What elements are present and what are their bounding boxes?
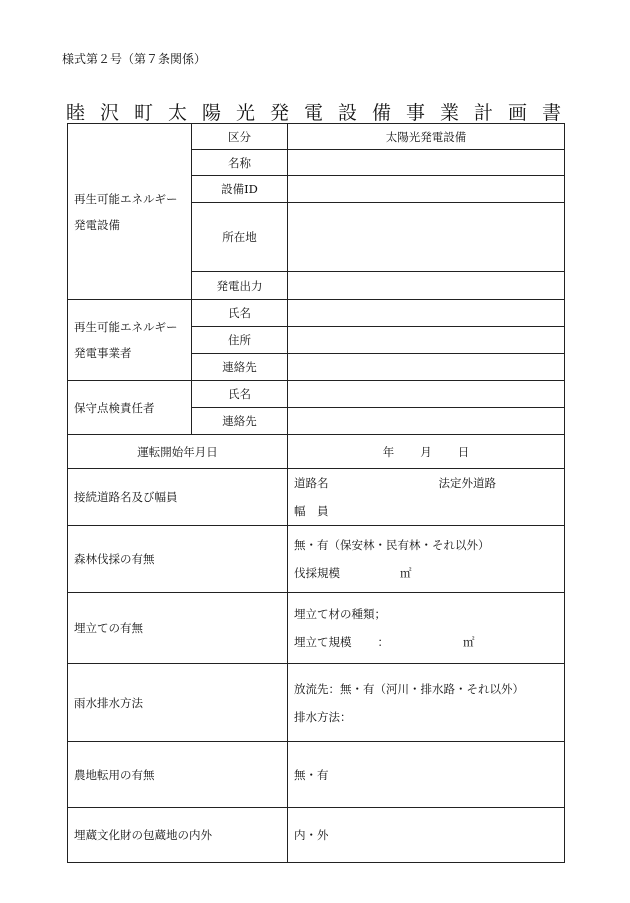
road-name-label: 道路名 [294,476,329,490]
drainage-method-label: 排水方法： [294,709,352,724]
start-date-row [68,435,565,469]
maintenance-row-name [68,381,565,408]
operator-contact-label: 連絡先 [192,354,288,381]
operator-group-line1: 再生可能エネルギー [74,320,178,334]
farmland-row [68,742,565,808]
equipment-row-category [68,124,565,150]
farmland-options[interactable]: 無・有 [288,742,565,808]
form-number-note: 様式第２号（第７条関係） [62,52,207,66]
road-width-label: 幅 員 [294,504,329,518]
cultural-property-row [68,808,565,863]
location-field[interactable] [288,203,565,272]
facility-name-label: 名称 [192,150,288,176]
start-date-field[interactable] [288,435,565,469]
forest-options: 無・有（保安林・民有林・それ以外） [294,538,490,552]
forest-scale-unit: ㎡ [400,566,412,580]
maintenance-name-label: 氏名 [192,381,288,408]
document-title: 睦沢町太陽光発電設備事業計画書 [65,102,576,124]
road-label: 接続道路名及び幅員 [68,469,288,526]
maintenance-contact-label: 連絡先 [192,408,288,435]
landfill-material-label: 埋立て材の種類； [294,607,386,621]
drainage-label: 雨水排水方法 [68,664,288,742]
landfill-scale-colon: ： [377,635,389,649]
start-day-unit: 日 [457,444,470,459]
start-month-unit: 月 [420,444,432,459]
road-row [68,469,565,526]
category-label: 区分 [192,124,288,150]
road-type-note: 法定外道路 [438,476,496,490]
operator-name-label: 氏名 [192,300,288,327]
equipment-group-line1: 再生可能エネルギー [74,191,178,206]
landfill-scale-unit: ㎡ [463,635,475,649]
facility-name-field[interactable] [288,150,565,176]
landfill-scale-label: 埋立て規模 [294,635,352,649]
operator-address-label: 住所 [192,327,288,354]
maintenance-name-field[interactable] [288,381,565,408]
operator-group-label [68,300,192,381]
facility-id-field[interactable] [288,176,565,203]
forest-field[interactable] [288,526,565,593]
landfill-field[interactable] [288,593,565,664]
forest-row [68,526,565,593]
start-year-unit: 年 [382,444,395,459]
equipment-group-line2: 発電設備 [74,217,120,232]
forest-label: 森林伐採の有無 [68,526,288,593]
road-field[interactable] [288,469,565,526]
forest-scale-label: 伐採規模 [294,566,340,580]
equipment-group-label [68,124,192,300]
drainage-field[interactable] [288,664,565,742]
output-label: 発電出力 [192,272,288,300]
landfill-row [68,593,565,664]
maintenance-contact-field[interactable] [288,408,565,435]
farmland-label: 農地転用の有無 [68,742,288,808]
operator-row-name [68,300,565,327]
drainage-row [68,664,565,742]
facility-id-label: 設備ID [192,176,288,203]
drainage-outlet-options: 放流先：無・有（河川・排水路・それ以外） [294,681,524,696]
operator-name-field[interactable] [288,300,565,327]
start-date-label: 運転開始年月日 [68,435,288,469]
maintenance-group-label: 保守点検責任者 [68,381,192,435]
cultural-property-options[interactable]: 内・外 [288,808,565,863]
operator-contact-field[interactable] [288,354,565,381]
landfill-label: 埋立ての有無 [68,593,288,664]
operator-address-field[interactable] [288,327,565,354]
operator-group-line2: 発電事業者 [74,346,132,360]
location-label: 所在地 [192,203,288,272]
output-field[interactable] [288,272,565,300]
cultural-property-label: 埋蔵文化財の包蔵地の内外 [68,808,288,863]
category-value[interactable]: 太陽光発電設備 [288,124,565,150]
plan-form-table [67,123,565,863]
